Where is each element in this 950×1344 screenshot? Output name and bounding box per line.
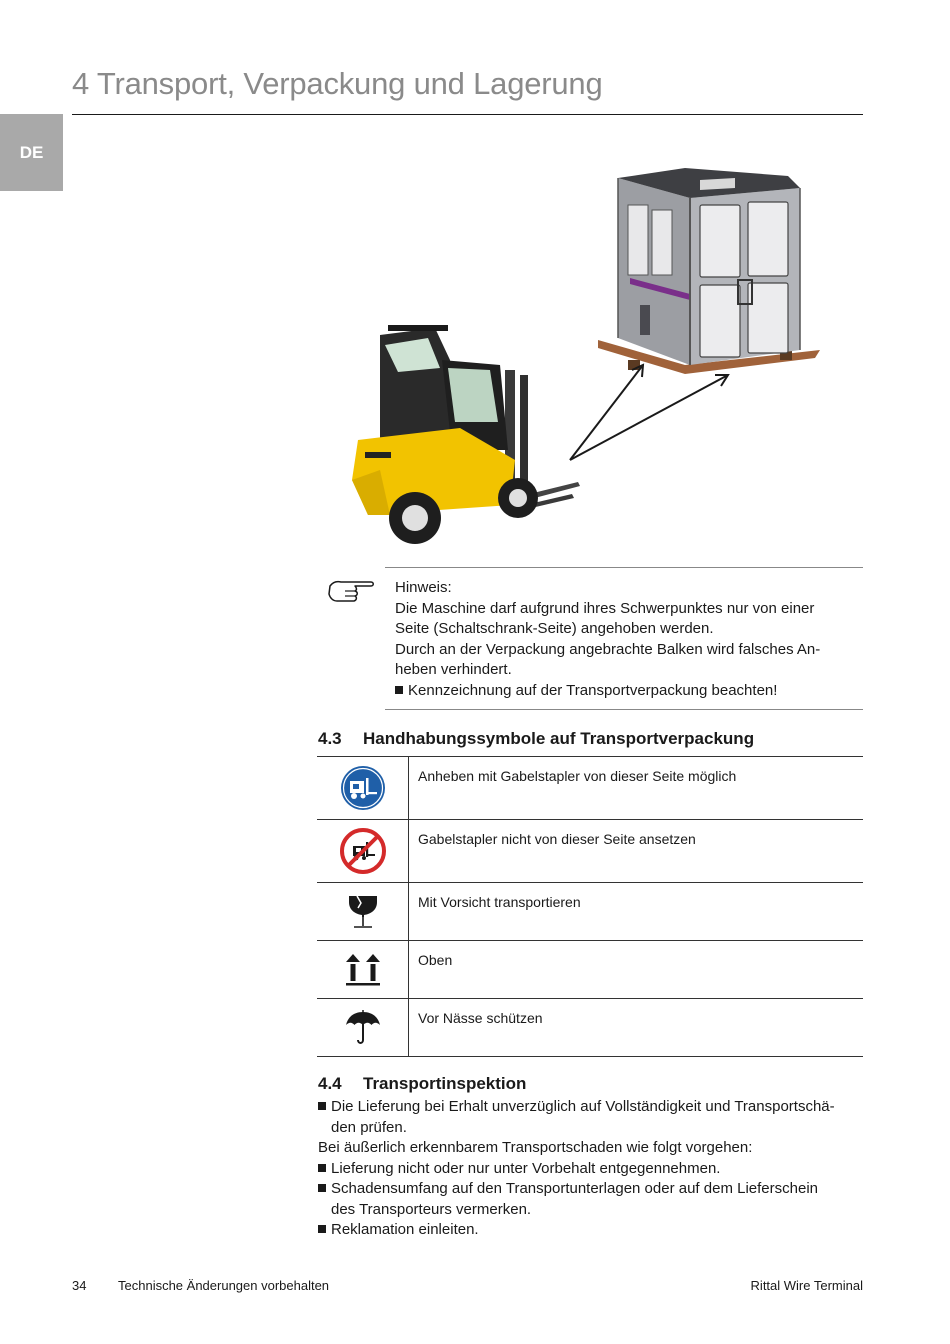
- lift-point-arrows: [570, 365, 728, 460]
- this-way-up-icon: [343, 950, 383, 990]
- note-bullet-text: Kennzeichnung auf der Transportverpackung beachten!: [408, 681, 778, 699]
- fragile-glass-icon: [343, 892, 383, 932]
- page-number: 34: [72, 1278, 87, 1293]
- section-number: 4.3: [318, 729, 342, 748]
- table-row: [317, 882, 863, 940]
- note-line: Die Maschine darf aufgrund ihres Schwerpunktes nur von einer: [395, 599, 815, 617]
- symbol-description: Mit Vorsicht transportieren: [418, 894, 581, 910]
- note-bullet: [395, 681, 855, 702]
- list-item: Schadensumfang auf den Transportunterlagen oder auf dem Lieferschein: [318, 1179, 863, 1200]
- symbol-description: Anheben mit Gabelstapler von dieser Seite möglich: [418, 768, 737, 784]
- bullet-square-icon: [318, 1184, 326, 1192]
- symbol-description: Vor Nässe schützen: [418, 1010, 543, 1026]
- list-item-continuation: den prüfen.: [331, 1118, 407, 1136]
- list-item: Lieferung nicht oder nur unter Vorbehalt entgegennehmen.: [318, 1159, 863, 1180]
- section-heading-4-4: [318, 1074, 526, 1094]
- table-row: [317, 998, 863, 1057]
- symbol-description: Oben: [418, 952, 453, 968]
- list-item: Die Lieferung bei Erhalt unverzüglich auf Vollständigkeit und Transportschä-: [318, 1097, 863, 1118]
- keep-dry-umbrella-icon: [343, 1008, 383, 1048]
- table-row: [317, 940, 863, 998]
- language-tab: DE: [0, 114, 63, 191]
- table-row: [317, 819, 863, 882]
- bullet-square-icon: [318, 1102, 326, 1110]
- forklift-allowed-icon: [340, 765, 386, 811]
- paragraph: Bei äußerlich erkennbarem Transportschaden wie folgt vorgehen:: [318, 1139, 753, 1156]
- section-number: 4.4: [318, 1074, 342, 1093]
- title-divider: [72, 114, 863, 115]
- note-block: [395, 578, 855, 701]
- note-line: Seite (Schaltschrank-Seite) angehoben werden.: [395, 620, 714, 637]
- list-item-continuation: des Transporteurs vermerken.: [331, 1200, 532, 1218]
- section-title: Handhabungssymbole auf Transportverpackung: [363, 729, 755, 748]
- note-top-rule: [385, 567, 863, 568]
- note-line: heben verhindert.: [395, 661, 512, 678]
- footer-notice: Technische Änderungen vorbehalten: [118, 1278, 330, 1293]
- handling-symbols-table: [317, 756, 863, 1057]
- note-bottom-rule: [385, 709, 863, 710]
- list-item: Reklamation einleiten.: [318, 1220, 863, 1241]
- note-label: Hinweis:: [395, 579, 452, 596]
- table-row: [317, 756, 863, 819]
- bullet-square-icon: [395, 686, 403, 694]
- forklift-prohibited-icon: [340, 828, 386, 874]
- forklift-image: [352, 325, 580, 544]
- pointing-hand-icon: [327, 576, 377, 604]
- symbol-description: Gabelstapler nicht von dieser Seite ansetzen: [418, 831, 696, 847]
- bullet-square-icon: [318, 1225, 326, 1233]
- page-title: 4 Transport, Verpackung und Lagerung: [72, 66, 603, 101]
- bullet-square-icon: [318, 1164, 326, 1172]
- footer-product: Rittal Wire Terminal: [750, 1278, 863, 1293]
- machine-on-pallet-image: [598, 168, 820, 374]
- forklift-lifting-machine-illustration: [340, 160, 840, 550]
- note-line: Durch an der Verpackung angebrachte Balken wird falsches An-: [395, 640, 821, 658]
- inspection-text: [318, 1097, 863, 1241]
- section-heading-4-3: [318, 729, 754, 749]
- section-title: Transportinspektion: [363, 1074, 527, 1093]
